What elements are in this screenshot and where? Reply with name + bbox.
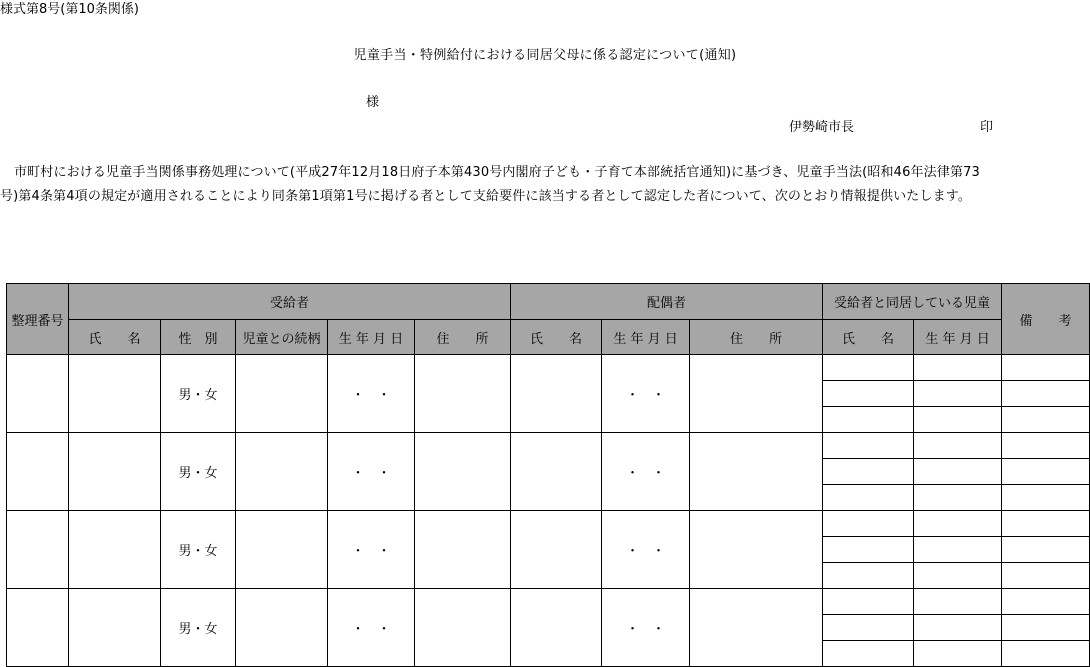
child-name-cell[interactable] — [823, 485, 914, 511]
remarks-cell[interactable] — [1002, 641, 1090, 667]
spouse-name-cell[interactable] — [511, 433, 602, 511]
remarks-cell[interactable] — [1002, 511, 1090, 537]
child-dob-cell[interactable] — [914, 537, 1002, 563]
recipient-address-cell[interactable] — [415, 355, 511, 433]
table-row — [7, 511, 1090, 537]
spouse-dob-cell[interactable]: ・ ・ — [602, 355, 690, 433]
header-recipient-address: 住 所 — [415, 320, 511, 355]
child-dob-cell[interactable] — [914, 485, 1002, 511]
recipient-relation-cell[interactable] — [236, 589, 328, 667]
ref-number-cell[interactable] — [7, 511, 69, 589]
recipient-table — [6, 283, 1090, 667]
child-name-cell[interactable] — [823, 511, 914, 537]
child-dob-cell[interactable] — [914, 433, 1002, 459]
recipient-dob-cell[interactable]: ・ ・ — [328, 589, 415, 667]
recipient-name-cell[interactable] — [69, 433, 161, 511]
remarks-cell[interactable] — [1002, 589, 1090, 615]
remarks-cell[interactable] — [1002, 381, 1090, 407]
child-dob-cell[interactable] — [914, 563, 1002, 589]
remarks-cell[interactable] — [1002, 563, 1090, 589]
recipient-name-cell[interactable] — [69, 589, 161, 667]
child-name-cell[interactable] — [823, 355, 914, 381]
recipient-sex-cell[interactable]: 男・女 — [161, 589, 236, 667]
header-recipient-group: 受給者 — [69, 284, 511, 320]
header-recipient-dob: 生 年 月 日 — [328, 320, 415, 355]
child-name-cell[interactable] — [823, 537, 914, 563]
remarks-cell[interactable] — [1002, 485, 1090, 511]
table-row — [7, 355, 1090, 381]
remarks-cell[interactable] — [1002, 355, 1090, 381]
body-text-line-1: 市町村における児童手当関係事務処理について(平成27年12月18日府子本第430号内閣府子ども・子育て本部統括官通知)に基づき、児童手当法(昭和46年法律第73 — [14, 165, 980, 180]
child-dob-cell[interactable] — [914, 641, 1002, 667]
spouse-name-cell[interactable] — [511, 511, 602, 589]
remarks-cell[interactable] — [1002, 537, 1090, 563]
child-dob-cell[interactable] — [914, 589, 1002, 615]
recipient-address-cell[interactable] — [415, 433, 511, 511]
child-dob-cell[interactable] — [914, 511, 1002, 537]
header-spouse-group: 配偶者 — [511, 284, 823, 320]
remarks-cell[interactable] — [1002, 407, 1090, 433]
child-dob-cell[interactable] — [914, 615, 1002, 641]
header-spouse-address: 住 所 — [690, 320, 823, 355]
header-spouse-dob: 生 年 月 日 — [602, 320, 690, 355]
header-child-name: 氏 名 — [823, 320, 914, 355]
spouse-address-cell[interactable] — [690, 355, 823, 433]
child-name-cell[interactable] — [823, 589, 914, 615]
recipient-dob-cell[interactable]: ・ ・ — [328, 355, 415, 433]
seal-mark: 印 — [980, 120, 994, 135]
child-name-cell[interactable] — [823, 407, 914, 433]
child-dob-cell[interactable] — [914, 459, 1002, 485]
recipient-relation-cell[interactable] — [236, 433, 328, 511]
spouse-dob-cell[interactable]: ・ ・ — [602, 589, 690, 667]
child-name-cell[interactable] — [823, 459, 914, 485]
recipient-dob-cell[interactable]: ・ ・ — [328, 433, 415, 511]
recipient-sex-cell[interactable]: 男・女 — [161, 511, 236, 589]
recipient-address-cell[interactable] — [415, 511, 511, 589]
child-name-cell[interactable] — [823, 615, 914, 641]
remarks-cell[interactable] — [1002, 615, 1090, 641]
child-dob-cell[interactable] — [914, 407, 1002, 433]
form-number: 様式第8号(第10条関係) — [0, 2, 139, 17]
spouse-name-cell[interactable] — [511, 589, 602, 667]
spouse-address-cell[interactable] — [690, 511, 823, 589]
ref-number-cell[interactable] — [7, 433, 69, 511]
recipient-sex-cell[interactable]: 男・女 — [161, 355, 236, 433]
spouse-dob-cell[interactable]: ・ ・ — [602, 511, 690, 589]
sender-name: 伊勢崎市長 — [789, 120, 855, 135]
header-recipient-sex: 性 別 — [161, 320, 236, 355]
recipient-name-cell[interactable] — [69, 511, 161, 589]
table-row — [7, 589, 1090, 615]
child-name-cell[interactable] — [823, 563, 914, 589]
table-row — [7, 433, 1090, 459]
header-recipient-name: 氏 名 — [69, 320, 161, 355]
child-name-cell[interactable] — [823, 641, 914, 667]
spouse-dob-cell[interactable]: ・ ・ — [602, 433, 690, 511]
body-text-line-2: 号)第4条第4項の規定が適用されることにより同条第1項第1号に掲げる者として支給要件に該当する者として認定した者について、次のとおり情報提供いたします。 — [0, 189, 971, 204]
ref-number-cell[interactable] — [7, 589, 69, 667]
recipient-name-cell[interactable] — [69, 355, 161, 433]
document-title: 児童手当・特例給付における同居父母に係る認定について(通知) — [353, 48, 737, 63]
recipient-address-cell[interactable] — [415, 589, 511, 667]
ref-number-cell[interactable] — [7, 355, 69, 433]
recipient-sex-cell[interactable]: 男・女 — [161, 433, 236, 511]
spouse-address-cell[interactable] — [690, 433, 823, 511]
recipient-relation-cell[interactable] — [236, 355, 328, 433]
recipient-dob-cell[interactable]: ・ ・ — [328, 511, 415, 589]
header-child-dob: 生 年 月 日 — [914, 320, 1002, 355]
recipient-relation-cell[interactable] — [236, 511, 328, 589]
header-ref-number: 整理番号 — [7, 284, 69, 355]
remarks-cell[interactable] — [1002, 459, 1090, 485]
header-remarks: 備 考 — [1002, 284, 1090, 355]
spouse-name-cell[interactable] — [511, 355, 602, 433]
header-children-group: 受給者と同居している児童 — [823, 284, 1002, 320]
spouse-address-cell[interactable] — [690, 589, 823, 667]
remarks-cell[interactable] — [1002, 433, 1090, 459]
header-spouse-name: 氏 名 — [511, 320, 602, 355]
child-name-cell[interactable] — [823, 381, 914, 407]
child-dob-cell[interactable] — [914, 381, 1002, 407]
child-dob-cell[interactable] — [914, 355, 1002, 381]
child-name-cell[interactable] — [823, 433, 914, 459]
header-recipient-relation: 児童との続柄 — [236, 320, 328, 355]
addressee-suffix: 様 — [366, 95, 380, 110]
